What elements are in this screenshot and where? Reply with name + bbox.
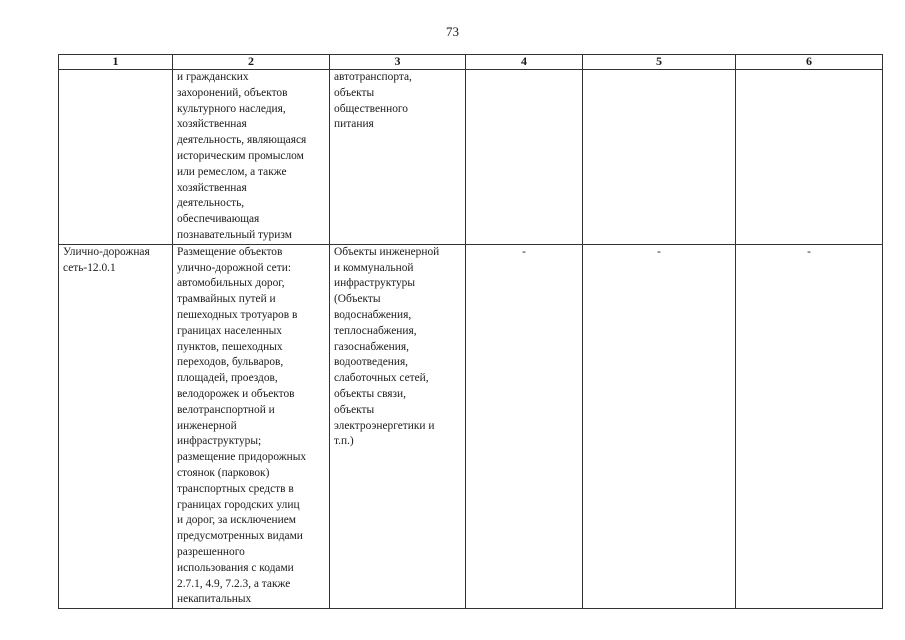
- column-header-6: 6: [736, 55, 883, 70]
- cell-col-4: -: [466, 244, 583, 608]
- column-header-5: 5: [583, 55, 736, 70]
- column-header-2: 2: [173, 55, 330, 70]
- regulations-table: [58, 54, 883, 609]
- table-header-row: [59, 55, 883, 70]
- cell-land-use-type: Улично-дорожная сеть-12.0.1: [59, 244, 173, 608]
- cell-col-6: [736, 70, 883, 245]
- column-header-1: 1: [59, 55, 173, 70]
- cell-description: Размещение объектов улично-дорожной сети: автомобильных дорог, трамвайных путей и пешеходных тротуаров в границах населенных пунктов, пешеходных переходов, бульваров, площадей, проездов, велодорожек и объектов велотранспортной и инженерной инфраструктуры; размещение придорожных стоянок (парковок) транспортных средств в границах городских улиц и дорог, за исключением предусмотренных видами разрешенного использования с кодами 2.7.1, 4.9, 7.2.3, а также некапитальных: [173, 244, 330, 608]
- cell-col-6: -: [736, 244, 883, 608]
- cell-col-4: [466, 70, 583, 245]
- table-row: [59, 70, 883, 245]
- cell-col-5: -: [583, 244, 736, 608]
- cell-description: и гражданских захоронений, объектов культурного наследия, хозяйственная деятельность, являющаяся историческим промыслом или ремеслом, а также хозяйственная деятельность, обеспечивающая познавательный туризм: [173, 70, 330, 245]
- column-header-4: 4: [466, 55, 583, 70]
- cell-auxiliary-uses: автотранспорта, объекты общественного питания: [330, 70, 466, 245]
- cell-auxiliary-uses: Объекты инженерной и коммунальной инфраструктуры (Объекты водоснабжения, теплоснабжения, газоснабжения, водоотведения, слаботочных сетей, объекты связи, объекты электроэнергетики и т.п.): [330, 244, 466, 608]
- cell-col-5: [583, 70, 736, 245]
- page-number: 73: [446, 24, 459, 39]
- table-row: [59, 244, 883, 608]
- column-header-3: 3: [330, 55, 466, 70]
- cell-land-use-type: [59, 70, 173, 245]
